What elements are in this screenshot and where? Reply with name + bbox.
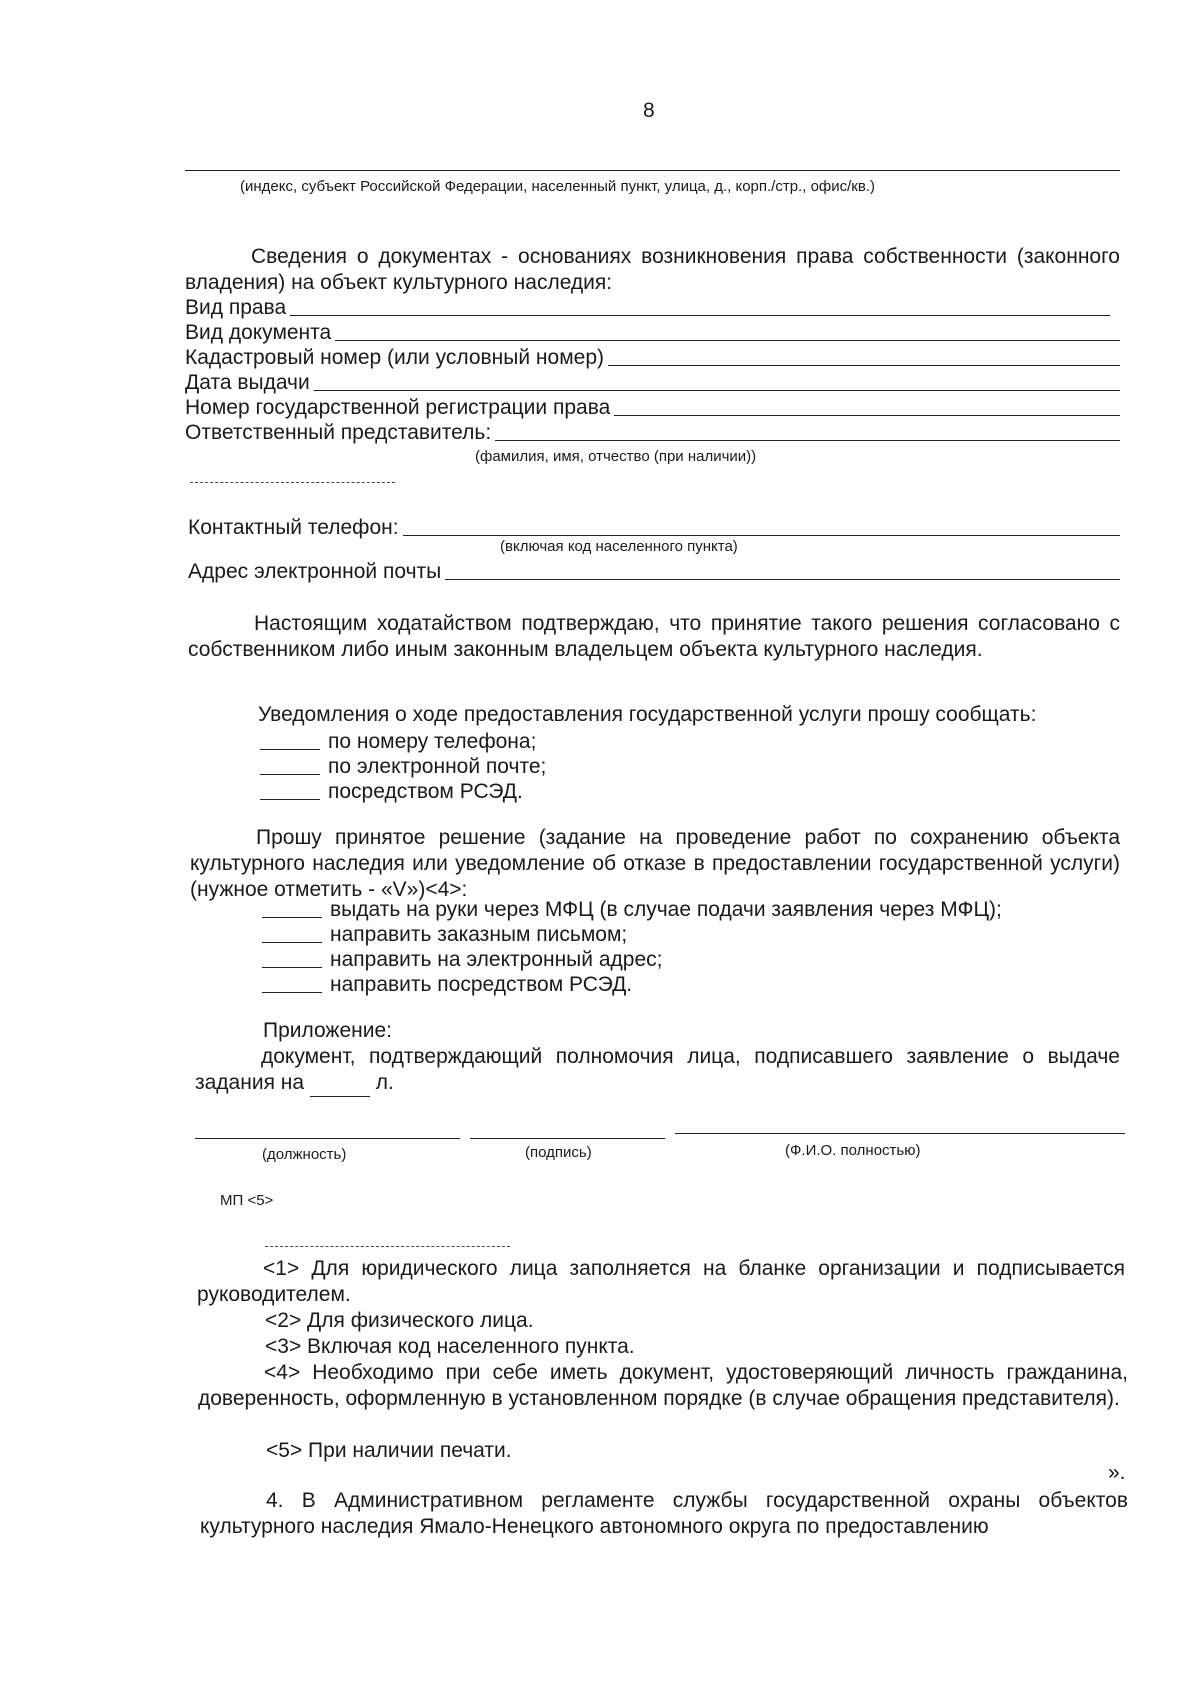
registration-field[interactable] [185,396,1120,420]
checkbox-blank[interactable] [260,799,320,800]
option-label: направить посредством РСЭД. [330,973,633,996]
checkbox-blank[interactable] [260,774,320,775]
delivery-option-mfc[interactable] [262,898,1002,922]
phone-label: Контактный телефон: [188,516,399,539]
fio-full-caption: (Ф.И.О. полностью) [785,1142,921,1159]
separator-dashes [190,482,395,483]
position-caption: (должность) [262,1146,347,1163]
right-type-field[interactable] [185,296,1110,320]
notify-option-rsed[interactable] [260,780,523,804]
cadastral-label: Кадастровый номер (или условный номер) [185,346,604,369]
right-type-line[interactable] [290,315,1110,316]
checkbox-blank[interactable] [262,942,322,943]
option-label: по электронной почте; [328,755,547,778]
footnote-3: <3> Включая код населенного пункта. [265,1335,635,1358]
appendix-text-before: документ, подтверждающий полномочия лица, подписавшего заявление о выдаче задания на [195,1045,1120,1094]
appendix-pages-blank[interactable] [310,1070,370,1097]
fio-caption: (фамилия, имя, отчество (при наличии)) [475,448,757,465]
stamp-label: МП <5> [220,1192,274,1209]
representative-label: Ответственный представитель: [185,421,492,444]
option-label: направить заказным письмом; [330,923,628,946]
appendix-text-after: л. [375,1071,394,1094]
section-4-paragraph: 4. В Административном регламенте службы государственной охраны объектов культурного наследия Ямало-Ненецкого автономного округа по предоставлению [200,1489,1128,1538]
appendix-heading: Приложение: [263,1019,393,1042]
document-type-field[interactable] [185,321,1120,345]
email-line[interactable] [445,579,1120,580]
checkbox-blank[interactable] [262,967,322,968]
page-number: 8 [643,99,655,122]
document-type-line[interactable] [335,340,1120,341]
delivery-option-mail[interactable] [262,923,627,947]
phone-caption: (включая код населенного пункта) [500,538,738,555]
issue-date-label: Дата выдачи [185,371,310,394]
issue-date-field[interactable] [185,371,1120,395]
cadastral-line[interactable] [608,365,1120,366]
option-label: направить на электронный адрес; [330,948,663,971]
registration-label: Номер государственной регистрации права [185,396,611,419]
delivery-option-rsed[interactable] [262,973,632,997]
phone-field[interactable] [188,516,1120,540]
representative-line[interactable] [495,440,1120,441]
registration-line[interactable] [614,415,1120,416]
agreement-paragraph: Настоящим ходатайством подтверждаю, что принятие такого решения согласовано с собственником либо иным законным владельцем объекта культурного наследия. [188,612,1120,661]
checkbox-blank[interactable] [262,917,322,918]
delivery-intro: Прошу принятое решение (задание на проведение работ по сохранению объекта культурного наследия или уведомление об отказе в предоставлении государственной услуги) (нужное отметить - «V»)<4>: [190,826,1120,901]
phone-line[interactable] [403,535,1120,536]
fio-signature-line[interactable] [675,1133,1125,1134]
document-type-label: Вид документа [185,321,332,344]
documents-intro: Сведения о документах - основаниях возникновения права собственности (законного владения) на объект культурного наследия: [185,245,1120,294]
footnote-2: <2> Для физического лица. [265,1309,534,1332]
notifications-intro: Уведомления о ходе предоставления государственной услуги прошу сообщать: [258,703,1037,726]
representative-field[interactable] [185,421,1120,445]
footnote-4: <4> Необходимо при себе иметь документ, удостоверяющий личность гражданина, доверенность, оформленную в установленном порядке (в случае обращения представителя). [198,1361,1128,1410]
footnote-1: <1> Для юридического лица заполняется на бланке организации и подписывается руководителем. [197,1257,1125,1306]
footnotes-separator [265,1246,510,1247]
email-label: Адрес электронной почты [188,560,442,583]
position-signature-line[interactable] [195,1138,460,1139]
right-type-label: Вид права [185,296,287,319]
sign-caption: (подпись) [525,1144,592,1161]
issue-date-line[interactable] [314,390,1120,391]
sign-signature-line[interactable] [470,1138,665,1139]
email-field[interactable] [188,560,1120,584]
notify-option-phone[interactable] [260,730,536,754]
closing-quote: ». [1108,1461,1126,1484]
option-label: по номеру телефона; [328,730,537,753]
cadastral-field[interactable] [185,346,1120,370]
address-field-line[interactable] [185,170,1120,171]
checkbox-blank[interactable] [262,992,322,993]
delivery-option-email[interactable] [262,948,662,972]
address-caption: (индекс, субъект Российской Федерации, населенный пункт, улица, д., корп./стр., офис/кв.) [240,178,875,195]
option-label: выдать на руки через МФЦ (в случае подачи заявления через МФЦ); [330,898,1002,921]
checkbox-blank[interactable] [260,749,320,750]
notify-option-email[interactable] [260,755,546,779]
option-label: посредством РСЭД. [328,780,523,803]
appendix-text [195,1044,1120,1097]
footnote-5: <5> При наличии печати. [266,1439,512,1462]
